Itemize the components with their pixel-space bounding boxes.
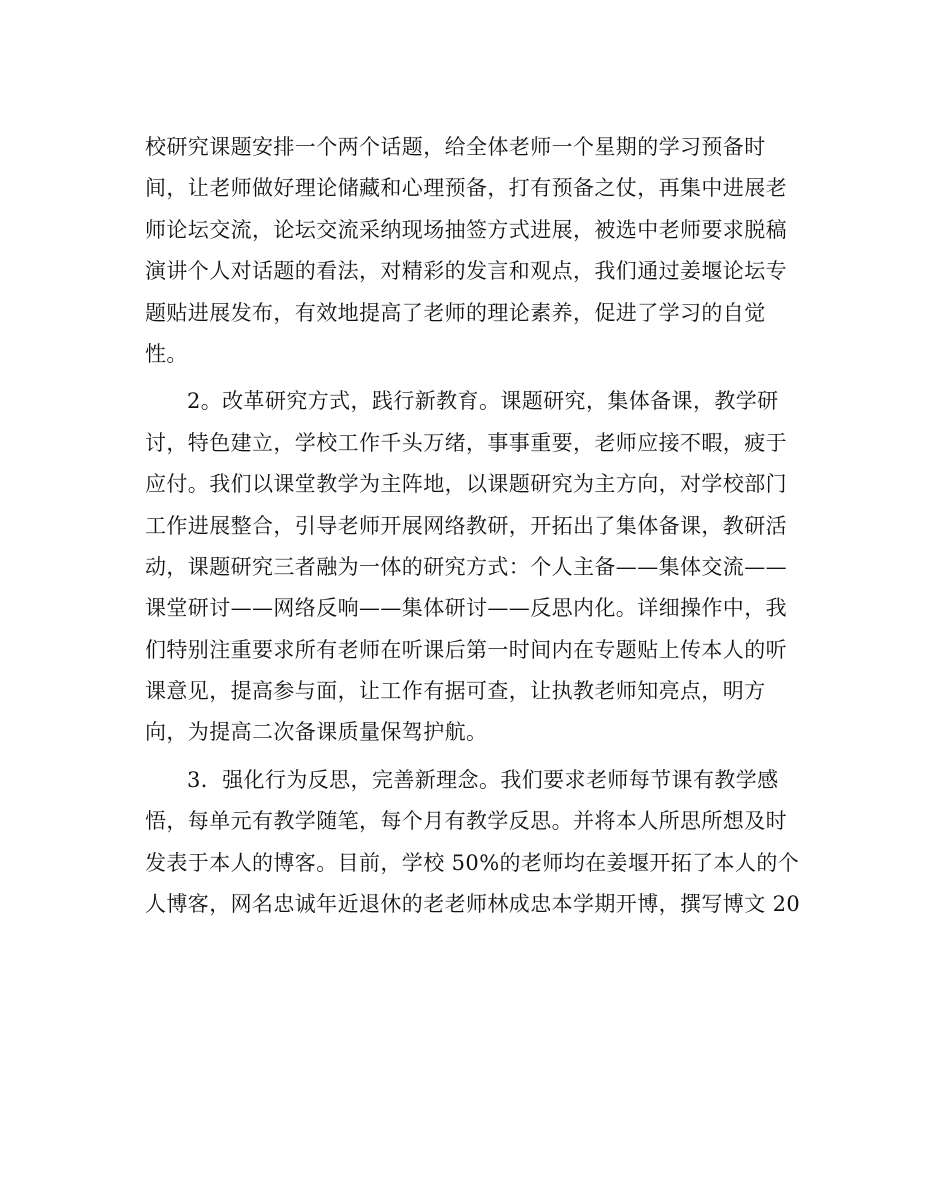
text-line: 发表于本人的博客。目前，学校 50%的老师均在姜堰开拓了本人的个 (145, 850, 800, 875)
text-line: 讨，特色建立，学校工作千头万绪，事事重要，老师应接不暇，疲于 (145, 430, 787, 455)
text-line: 性。 (145, 341, 188, 366)
text-line: 向，为提高二次备课质量保驾护航。 (145, 720, 488, 745)
paragraph-3 (145, 760, 805, 926)
text-line: 演讲个人对话题的看法，对精彩的发言和观点，我们通过姜堰论坛专 (145, 259, 787, 284)
text-line: 动，课题研究三者融为一体的研究方式：个人主备——集体交流—— (145, 554, 787, 579)
text-line: 题贴进展发布，有效地提高了老师的理论素养，促进了学习的自觉 (145, 300, 766, 325)
text-line: 应付。我们以课堂教学为主阵地，以课题研究为主方向，对学校部门 (145, 472, 787, 497)
text-line: 们特别注重要求所有老师在听课后第一时间内在专题贴上传本人的听 (145, 637, 787, 662)
text-line: 师论坛交流，论坛交流采纳现场抽签方式进展，被选中老师要求脱稿 (145, 217, 787, 242)
text-line: 悟，每单元有教学随笔，每个月有教学反思。并将本人所思所想及时 (145, 809, 787, 834)
document-body (145, 127, 805, 925)
text-line: 课堂研讨——网络反响——集体研讨——反思内化。详细操作中，我 (145, 596, 787, 621)
text-line: 人博客，网名忠诚年近退休的老老师林成忠本学期开博，撰写博文 20 (145, 892, 801, 917)
text-line: 间，让老师做好理论储藏和心理预备，打有预备之仗，再集中进展老 (145, 176, 787, 201)
text-line: 工作进展整合，引导老师开展网络教研，开拓出了集体备课，教研活 (145, 513, 787, 538)
text-line: 3．强化行为反思，完善新理念。我们要求老师每节课有教学感 (187, 767, 779, 792)
paragraph-2 (145, 381, 805, 754)
text-line: 2。改革研究方式，践行新教育。课题研究，集体备课，教学研 (187, 389, 779, 414)
text-line: 课意见，提高参与面，让工作有据可查，让执教老师知亮点，明方 (145, 679, 766, 704)
paragraph-1 (145, 127, 805, 375)
text-line: 校研究课题安排一个两个话题，给全体老师一个星期的学习预备时 (145, 135, 766, 159)
